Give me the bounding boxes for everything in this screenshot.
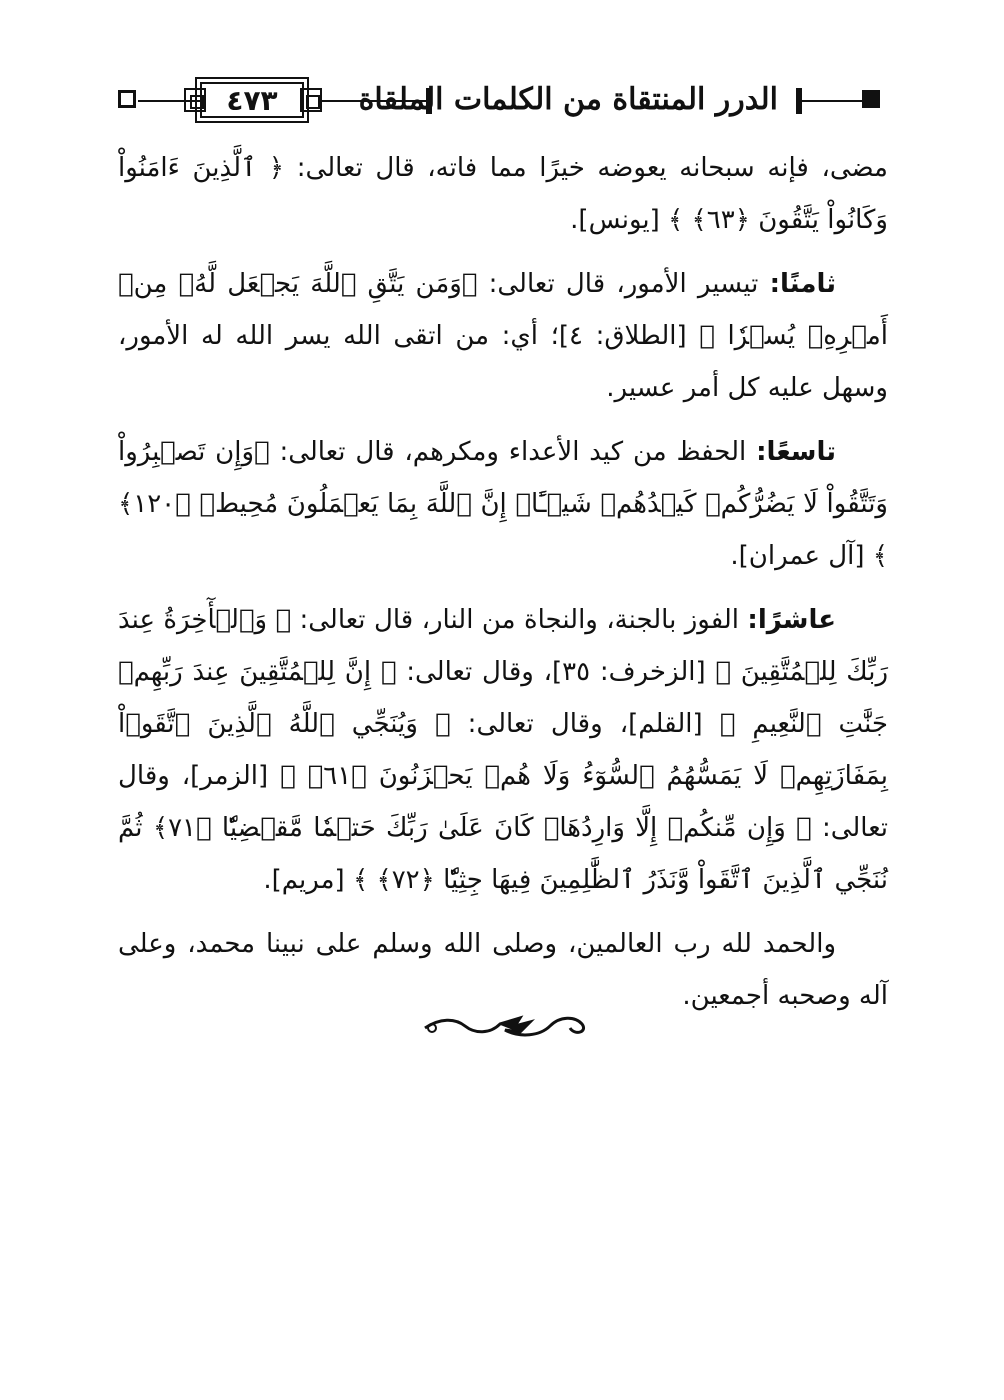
paragraph-text: الفوز بالجنة، والنجاة من النار، قال تعالى: ﴿ وَٱلۡأٓخِرَةُ عِندَ رَبِّكَ لِلۡمُتَّقِينَ ﴾ [الزخرف: ٣٥]، وقال تعالى: ﴿ إِنَّ لِلۡمُتَّقِينَ عِندَ رَبِّهِمۡ جَنَّٰتِ ٱلنَّعِيمِ ﴾ [القلم]، وقال تعالى: ﴿ وَيُنَجِّي ٱللَّهُ ٱلَّذِينَ ٱتَّقَوۡاْ بِمَفَازَتِهِمۡ لَا يَمَسُّهُمُ ٱلسُّوٓءُ وَلَا هُمۡ يَحۡزَنُونَ ﴿٦١﴾ ﴾ [الزمر]، وقال تعالى: ﴿ وَإِن مِّنكُمۡ إِلَّا وَارِدُهَاۚ كَانَ عَلَىٰ رَبِّكَ حَتۡمٗا مَّقۡضِيّٗا ﴿٧١﴾ ثُمَّ نُنَجِّي ٱلَّذِينَ ٱتَّقَواْ وَّنَذَرُ ٱلظَّٰلِمِينَ فِيهَا جِثِيّٗا ﴿٧٢﴾ ﴾ [مريم]. [118,605,888,895]
corner-square-right [862,90,880,108]
paragraph-eighth [118,258,888,414]
page-body [118,142,888,1034]
paragraph-continuation [118,142,888,246]
paragraph-tenth [118,594,888,906]
paragraph-text: الحفظ من كيد الأعداء ومكرهم، قال تعالى: ﴿وَإِن تَصۡبِرُواْ وَتَتَّقُواْ لَا يَضُرُّكُمۡ كَيۡدُهُمۡ شَيۡـًٔاۗ إِنَّ ٱللَّهَ بِمَا يَعۡمَلُونَ مُحِيطٞ ﴿١٢٠﴾ ﴾ [آل عمران]. [118,437,888,571]
page-header [118,70,888,130]
paragraph-ninth [118,426,888,582]
paragraph-label: تاسعًا: [756,437,836,467]
paragraph-label: عاشرًا: [747,605,836,635]
book-title: الدرر المنتقاة من الكلمات الملقاة [358,82,778,117]
paragraph-text: تيسير الأمور، قال تعالى: ﴿وَمَن يَتَّقِ ٱللَّهَ يَجۡعَل لَّهُۥ مِنۡ أَمۡرِهِۦ يُسۡرٗا ﴾ [الطلاق: ٤]؛ أي: من اتقى الله يسر الله له الأمور، وسهل عليه كل أمر عسير. [118,269,888,403]
header-rule-right [802,100,862,102]
paragraph-closing [118,918,888,1022]
end-ornament-icon [420,1010,590,1040]
paragraph-label: ثامنًا: [769,269,836,299]
paragraph-text: مضى، فإنه سبحانه يعوضه خيرًا مما فاته، قال تعالى: ﴿ ٱلَّذِينَ ءَامَنُواْ وَكَانُواْ يَتَّقُونَ ﴿٦٣﴾ ﴾ [يونس]. [118,153,888,235]
page-number: ٤٧٣ [200,82,304,118]
paragraph-text: والحمد لله رب العالمين، وصلى الله وسلم على نبينا محمد، وعلى آله وصحبه أجمعين. [118,929,888,1011]
ornament-knot-right [300,88,322,112]
corner-square-left [118,90,136,108]
